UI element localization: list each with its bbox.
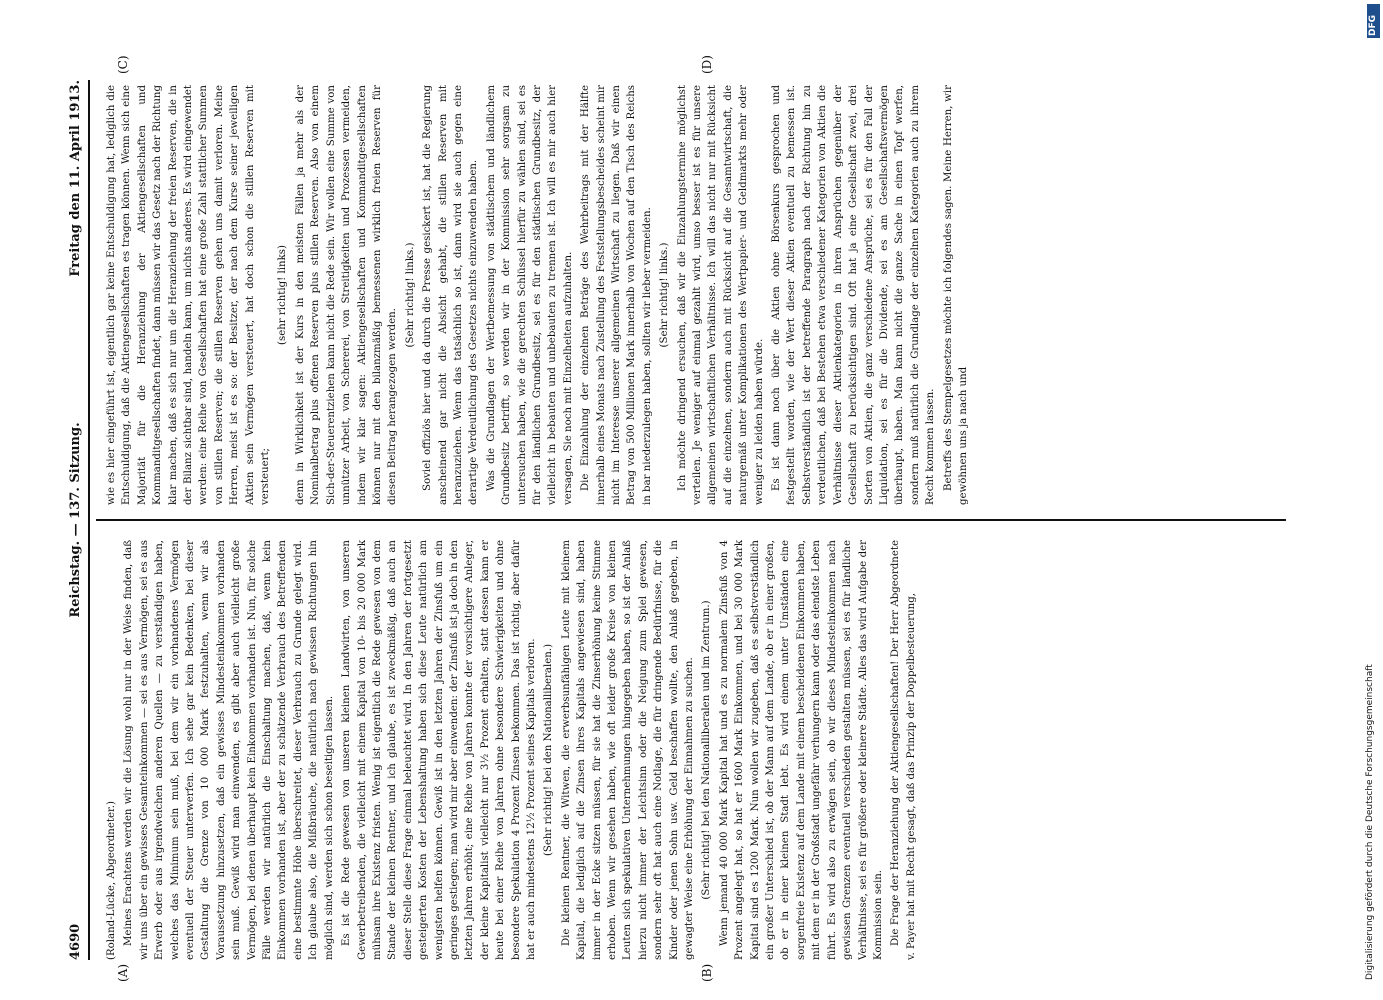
- right-paragraph: wie es hier eingeführt ist, eigentlich gar keine Entschuldigung hat, lediglich die Entschuldigung, daß die Aktiengesellschaften es tragen können. Wenn sich eine Majorität für die Heranziehung der Aktiengesellschaften und Kommanditgesellschaften findet, dann müssen wir das Gesetz nach der Richtung klar machen, daß es sich nur um die Heranziehung der freien Reserven, die in der Bilanz sichtbar sind, handeln kann, um nichts anderes. Es wird eingewendet werden: eine Reihe von Gesellschaften hat eine große Zahl stattlicher Summen von stillen Reserven; die stillen Reserven gehen uns damit verloren. Meine Herren, meist ist es so: der Besitzer, der nach dem Kurse seiner jeweiligen Aktien sein Vermögen versteuert, hat doch schon die stillen Reserven mit versteuert;: [106, 85, 272, 505]
- interjection: (Sehr richtig! bei den Nationalliberalen und im Zentrum.): [701, 600, 713, 900]
- digitization-credit-text: Digitalisierung gefördert durch die Deutsche Forschungsgemeinschaft: [1365, 664, 1375, 980]
- margin-marker-b: (B): [700, 963, 714, 982]
- left-paragraph: Es ist die Rede gewesen von unseren kleinen Landwirten, von unseren Gewerbetreibenden, die vielleicht mit einem Kapital von 10- bis 20 000 Mark mühsam ihre Existenz fristen. Wenig ist eigentlich die Rede gewesen von dem Stande der kleinen Rentner, und ich glaube, es ist zweckmäßig, daß auch an dieser Stelle diese Frage einmal beleuchtet wird. In den Jahren der fortgesetzt gesteigerten Kosten der Lebenshaltung haben sich diese Leute natürlich am wenigsten helfen können. Gewiß ist in den letzten Jahren der Zinsfuß um ein geringes gestiegen; man wird mir aber einwenden: der Zinsfuß ist ja doch in den letzten Jahren erhöht; eine Reihe von Jahren konnte der vorsichtigere Anleger, der kleine Kapitalist vielleicht nur 3½ Prozent erhalten, statt dessen kann er heute bei einer Reihe von Jahren ohne besondere Schwierigkeiten und ohne besondere Spekulation 4 Prozent Zinsen bekommen. Das ist richtig, aber dafür hat er auch mindestens 12½ Prozent seines Kapitals verloren.: [341, 540, 537, 960]
- right-paragraph: Betreffs des Stempelgesetzes möchte ich folgendes sagen. Meine Herren, wir gewöhnen uns ja nach und: [942, 85, 969, 505]
- left-paragraph: Wenn jemand 40 000 Mark Kapital hat und es zu normalem Zinsfuß von 4 Prozent angelegt hat, so hat er 1600 Mark Einkommen, und bei 30 000 Mark Kapital sind es 1200 Mark. Nun wollen wir zugeben, daß es selbstverständlich ein großer Unterschied ist, ob der Mann auf dem Lande, ob er in einer großen, ob er in einer kleinen Stadt lebt. Es wird einem unter Umständen eine sorgenfreie Existenz auf dem Lande mit einem bescheidenen Einkommen haben, mit dem er in der Großstadt ungefähr verhungern kann oder das elendste Leben führt. Es wird also zu erwägen sein, ob wir dieses Mindesteinkommen nach gewissen Grenzen eventuell verschieden gestalten müssen, sei es für ländliche Verhältnisse, sei es für größere oder kleinere Städte. Alles das wird Aufgabe der Kommission sein.: [718, 540, 884, 960]
- column-divider: [96, 519, 1286, 521]
- interjection: (Sehr richtig! links.): [404, 242, 416, 348]
- left-paragraph: Meines Erachtens werden wir die Lösung wohl nur in der Weise finden, daß wir uns über ein gewisses Gesamteinkommen — sei es aus Vermögen, sei es aus Erwerb oder aus irgendwelchen anderen Quellen — zu verständigen haben, welches das Minimum sein muß, bei dem wir ein vorhandenes Vermögen eventuell der Steuer unterwerfen. Ich sehe gar kein Bedenken, bei dieser Gestaltung die Grenze von 10 000 Mark festzuhalten, wenn wir als Voraussetzung hinzusetzen, daß ein gewisses Mindesteinkommen vorhanden sein muß. Gewiß wird man einwenden, es gibt aber auch vielleicht große Vermögen, bei denen überhaupt kein Einkommen vorhanden ist. Nun, für solche Fälle werden wir natürlich die Einschaltung machen, daß, wenn kein Einkommen vorhanden ist, aber der zu schätzende Verbrauch des Betreffenden eine bestimmte Höhe überschreitet, dieser Verbrauch zu Grunde gelegt wird. Ich glaube also, die Mißbräuche, die natürlich nach gewissen Richtungen hin möglich sind, werden sich schon beseitigen lassen.: [123, 540, 335, 960]
- margin-marker-a: (A): [116, 963, 130, 982]
- left-column: [104, 540, 1284, 960]
- right-paragraph: Die Einzahlung der einzelnen Beträge des Wehrbeitrags mit der Hälfte innerhalb eines Monats nach Zustellung des Feststellungsbescheides scheint mir nicht im Interesse unserer allgemeinen Wirtschaft zu liegen. Daß wir einen Betrag von 500 Millionen Mark innerhalb von Wochen auf den Tisch des Reichs in bar niederzulegen haben, sollten wir lieber vermeiden.: [580, 85, 653, 505]
- rotated-page: [60, 55, 1300, 982]
- margin-marker-d: (D): [700, 55, 714, 74]
- interjection: (sehr richtig! links): [277, 245, 289, 345]
- dfg-logo-text: DFG: [1368, 14, 1378, 36]
- page-number: 4690: [68, 923, 83, 960]
- speaker-line: (Roland-Lücke, Abgeordneter.): [106, 801, 117, 960]
- right-paragraph: Es ist dann noch über die Aktien ohne Börsenkurs gesprochen und festgestellt worden, wie der Wert dieser Aktien eventuell zu bemessen ist. Selbstverständlich ist der betreffende Paragraph nach der Richtung hin zu verdeutlichen, daß bei Bestehen etwa verschiedener Kategorien von Aktien die Verhältnisse dieser Aktienkategorien in ihren Ansprüchen gegenüber der Gesellschaft zu berücksichtigen sind. Oft hat ja eine Gesellschaft zwei, drei Sorten von Aktien, die ganz verschiedene Ansprüche, sei es für den Fall der Liquidation, sei es für die Dividende, sei es am Gesellschaftsvermögen überhaupt, haben. Man kann nicht die ganze Sache in einen Topf werfen, sondern muß natürlich die Grundlage der einzelnen Kategorien auch zu ihrem Recht kommen lassen.: [771, 85, 937, 505]
- right-paragraph: Was die Grundlagen der Wertbemessung von städtischem und ländlichem Grundbesitz betrifft, so werden wir in der Kommission sehr sorgsam zu untersuchen haben, wie die gerechten Schlüssel hierfür zu wählen sind, sei es für den ländlichen Grundbesitz, sei es für den städtischen Grundbesitz, der vielleicht in bebauten und unbebauten zu trennen ist. Ich will es mir auch hier versagen, Sie noch mit Einzelheiten aufzuhalten.: [485, 85, 574, 505]
- page-header: [60, 80, 90, 960]
- interjection: (Sehr richtig! links.): [659, 242, 671, 348]
- right-paragraph: Ich möchte dringend ersuchen, daß wir die Einzahlungstermine möglichst verteilen. Je weniger auf einmal gezahlt wird, umso besser ist es für unsere allgemeinen wirtschaftlichen Verhältnisse. Ich will das nicht nur mit Rücksicht auf die einzelnen, sondern auch mit Rücksicht auf die Gesamtwirtschaft, die naturgemäß unter Komplikationen des Wertpapier- und Geldmarkts mehr oder weniger zu leiden haben würde.: [676, 85, 765, 505]
- right-paragraph: Soviel offiziös hier und da durch die Presse gesickert ist, hat die Regierung anscheinend gar nicht die Absicht gehabt, die stillen Reserven mit heranzuziehen. Wenn das tatsächlich so ist, dann wird sie auch gegen eine derartige Verdeutlichung des Gesetzes nichts einzuwenden haben.: [422, 85, 480, 505]
- session-date: Freitag den 11. April 1913.: [68, 80, 83, 277]
- right-paragraph: denn in Wirklichkeit ist der Kurs in den meisten Fällen ja mehr als der Nominalbetrag plus offenen Reserven plus stillen Reserven. Also von einem Sich-der-Steuerentziehen kann nicht die Rede sein. Wir wollen eine Summe von unnützer Arbeit, von Schererei, von Streitigkeiten und Prozessen vermeiden, indem wir klar sagen: Aktiengesellschaften und Kommanditgesellschaften können nur mit den bilanzmäßig bemessenen wirklich freien Reserven für diesen Beitrag herangezogen werden.: [294, 85, 399, 505]
- right-column: [104, 85, 1284, 505]
- left-paragraph: Die Frage der Heranziehung der Aktiengesellschaften! Der Herr Abgeordnete v. Payer hat mit Recht gesagt, daß das Prinzip der Doppelbesteuerung,: [890, 540, 917, 960]
- interjection: (Sehr richtig! bei den Nationalliberalen.): [543, 643, 555, 857]
- left-paragraph: Die kleinen Rentner, die Witwen, die erwerbsunfähigen Leute mit kleinem Kapital, die lediglich auf die Zinsen ihres Kapitals angewiesen sind, haben immer in der Ecke sitzen müssen, für sie hat die Zinserhöhung keine Stimme erhoben. Wenn wir gesehen haben, wie oft leider große Kreise von kleinen Leuten sich spekulativen Unternehmungen hingegeben haben, so ist der Anlaß hierzu nicht immer der Leichtsinn oder die Neigung zum Spiel gewesen, sondern sehr oft hat auch eine Notlage, die für dringende Bedürfnisse, für die Kinder oder jenen Sohn usw. Geld beschaffen wollte, den Anlaß gegeben, in gewagter Weise eine Erhöhung der Einnahmen zu suchen.: [560, 540, 696, 960]
- digitization-credit: [1365, 20, 1379, 980]
- margin-marker-c: (C): [116, 55, 130, 74]
- session-title: Reichstag. — 137. Sitzung.: [68, 422, 83, 618]
